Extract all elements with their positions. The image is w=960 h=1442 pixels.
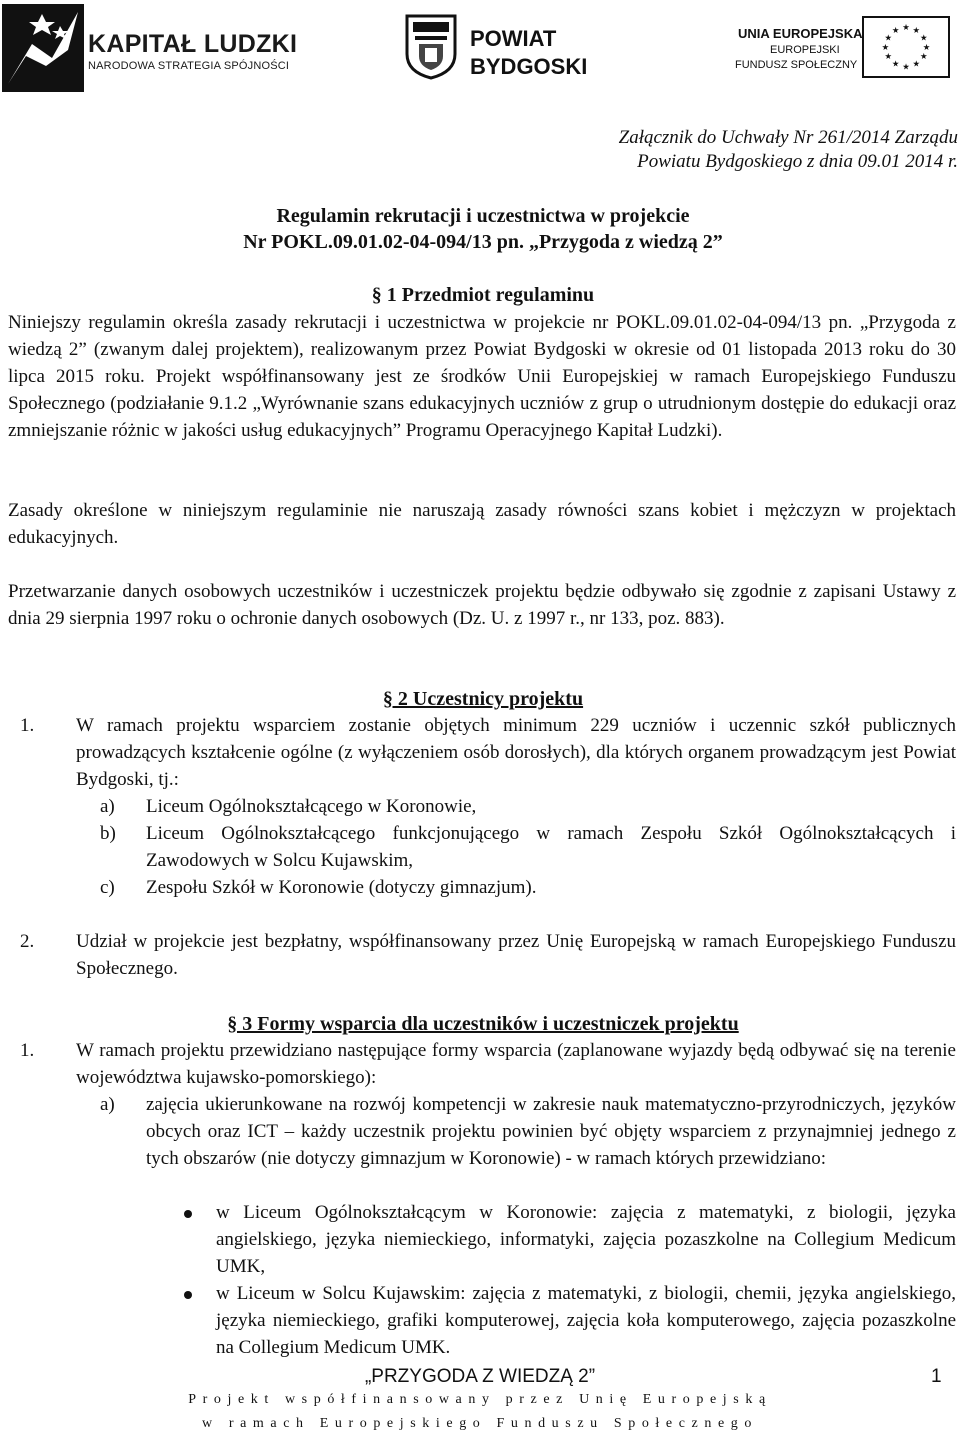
section3-bullet1-text: w Liceum Ogólnokształcącym w Koronowie: zajęcia z matematyki, z biologii, języka angielskiego, języka niemieckiego, informatyki, zajęcia pozaszkolne na Collegium Medicum UMK, xyxy=(216,1202,956,1277)
footer-line1: Projekt współfinansowany przez Unię Europejską xyxy=(188,1392,772,1407)
powiat-line2: BYDGOSKI xyxy=(470,54,588,79)
powiat-crest-icon xyxy=(405,14,457,80)
footer-line2: w ramach Europejskiego Funduszu Społecznego xyxy=(202,1416,758,1431)
eu-flag-icon xyxy=(862,16,950,78)
svg-text:★: ★ xyxy=(891,58,900,69)
ue-line2: EUROPEJSKI xyxy=(770,44,840,56)
section3-item1-text: W ramach projektu przewidziano następujące formy wsparcia (zaplanowane wyjazdy będą odbywać się na terenie województwa kujawsko-pomorskiego): xyxy=(76,1040,956,1088)
svg-text:★: ★ xyxy=(891,24,900,35)
footer-project-name: „PRZYGODA Z WIEDZĄ 2” xyxy=(364,1366,596,1387)
powiat-bydgoski-logo xyxy=(405,14,605,94)
kapital-ludzki-title: KAPITAŁ LUDZKI xyxy=(88,30,298,58)
svg-text:★: ★ xyxy=(920,51,928,62)
section1-heading: § 1 Przedmiot regulaminu xyxy=(371,284,595,306)
section2-item1-text: W ramach projektu wsparciem zostanie objętych minimum 229 uczniów i uczennic szkół publicznych prowadzących kształcenie ogólne (z wyłączeniem osób dorosłych), dla których organem prowadzącym jest Powiat Bydgoski, tj.: xyxy=(76,715,956,790)
eu-logo xyxy=(730,14,960,94)
section2-heading xyxy=(8,686,958,712)
section3-heading-text: § 3 Formy wsparcia dla uczestników i uczestniczek projektu xyxy=(227,1013,739,1035)
svg-text:★: ★ xyxy=(884,51,892,62)
bullet1-dot-icon xyxy=(184,1210,192,1218)
svg-text:★: ★ xyxy=(912,58,921,69)
annex-line1: Załącznik do Uchwały Nr 261/2014 Zarządu xyxy=(618,127,958,148)
page-number: 1 xyxy=(931,1366,942,1387)
section2-item1-number: 1. xyxy=(20,715,35,736)
section2-item2-text: Udział w projekcie jest bezpłatny, współfinansowany przez Unię Europejską w ramach Europejskiego Funduszu Społecznego. xyxy=(76,931,956,979)
kapital-ludzki-mark-icon xyxy=(2,4,84,92)
section2-sub-b-text: Liceum Ogólnokształcącego funkcjonującego w ramach Zespołu Szkół Ogólnokształcących i Zawodowych w Solcu Kujawskim, xyxy=(146,823,956,871)
section1-paragraph1: Niniejszy regulamin określa zasady rekrutacji i uczestnictwa w projekcie nr POKL.09.01.02-04-094/13 pn. „Przygoda z wiedzą 2” (zwanym dalej projektem), realizowanym przez Powiat Bydgoski w okresie od 01 listopada 2013 roku do 30 lipca 2015 roku. Projekt współfinansowany jest ze środków Unii Europejskiej w ramach Europejskiego Funduszu Społecznego (podziałanie 9.1.2 „Wyrównanie szans edukacyjnych uczniów z grup o utrudnionym dostępie do edukacji oraz zmniejszanie różnic w jakości usług edukacyjnych” Programu Operacyjnego Kapitał Ludzki). xyxy=(8,312,956,441)
ue-line3: FUNDUSZ SPOŁECZNY xyxy=(735,59,858,71)
section3-bullet2-text: w Liceum w Solcu Kujawskim: zajęcia z matematyki, z biologii, chemii, języka angielskiego, języka niemieckiego, grafiki komputerowej, zajęcia koła komputerowego, zajęcia pozaszkolne na Collegium Medicum UMK. xyxy=(216,1283,956,1358)
section2-sub-c-label: c) xyxy=(100,877,115,898)
ue-line1: UNIA EUROPEJSKA xyxy=(738,26,863,41)
section2-sub-a-text: Liceum Ogólnokształcącego w Koronowie, xyxy=(146,796,477,817)
bullet2-dot-icon xyxy=(184,1291,192,1299)
section2-item2-number: 2. xyxy=(20,931,35,952)
section2-sub-a-label: a) xyxy=(100,796,115,817)
annex-note xyxy=(358,126,958,174)
section3-heading xyxy=(8,1011,958,1037)
section2-heading-text: § 2 Uczestnicy projektu xyxy=(382,688,584,710)
kapital-ludzki-logo xyxy=(0,0,300,100)
svg-text:★: ★ xyxy=(902,22,910,33)
svg-text:★: ★ xyxy=(920,32,928,43)
kapital-ludzki-subtitle: NARODOWA STRATEGIA SPÓJNOŚCI xyxy=(88,60,290,72)
section2-sub-c-text: Zespołu Szkół w Koronowie (dotyczy gimnazjum). xyxy=(146,877,537,898)
svg-text:★: ★ xyxy=(902,61,910,72)
section3-sub-a-text: zajęcia ukierunkowane na rozwój kompetencji w zakresie nauk matematyczno-przyrodniczych, języków obcych oraz ICT – każdy uczestnik projektu powinien być objęty wsparciem z przynajmniej jednego z tych obszarów (nie dotyczy gimnazjum w Koronowie) - w ramach których przewidziano: xyxy=(146,1094,956,1169)
section1-paragraph3: Przetwarzanie danych osobowych uczestników i uczestniczek projektu będzie odbywało się zgodnie z zapisani Ustawy z dnia 29 sierpnia 1997 roku o ochronie danych osobowych (Dz. U. z 1997 r., nr 133, poz. 883). xyxy=(8,581,956,629)
header-logos xyxy=(0,0,960,100)
section1-paragraph2: Zasady określone w niniejszym regulaminie nie naruszają zasady równości szans kobiet i mężczyzn w projektach edukacyjnych. xyxy=(8,500,956,548)
svg-text:★: ★ xyxy=(922,41,931,52)
svg-text:★: ★ xyxy=(912,24,921,35)
section3-item1-number: 1. xyxy=(20,1040,35,1061)
document-title-line2: Nr POKL.09.01.02-04-094/13 pn. „Przygoda z wiedzą 2” xyxy=(243,231,723,253)
svg-text:★: ★ xyxy=(884,32,892,43)
powiat-line1: POWIAT xyxy=(470,26,557,51)
svg-text:★: ★ xyxy=(881,41,890,52)
document-title-line1: Regulamin rekrutacji i uczestnictwa w projekcie xyxy=(276,205,690,227)
section3-sub-a-label: a) xyxy=(100,1094,115,1115)
annex-line2: Powiatu Bydgoskiego z dnia 09.01 2014 r. xyxy=(637,151,958,172)
section2-sub-b-label: b) xyxy=(100,823,116,844)
